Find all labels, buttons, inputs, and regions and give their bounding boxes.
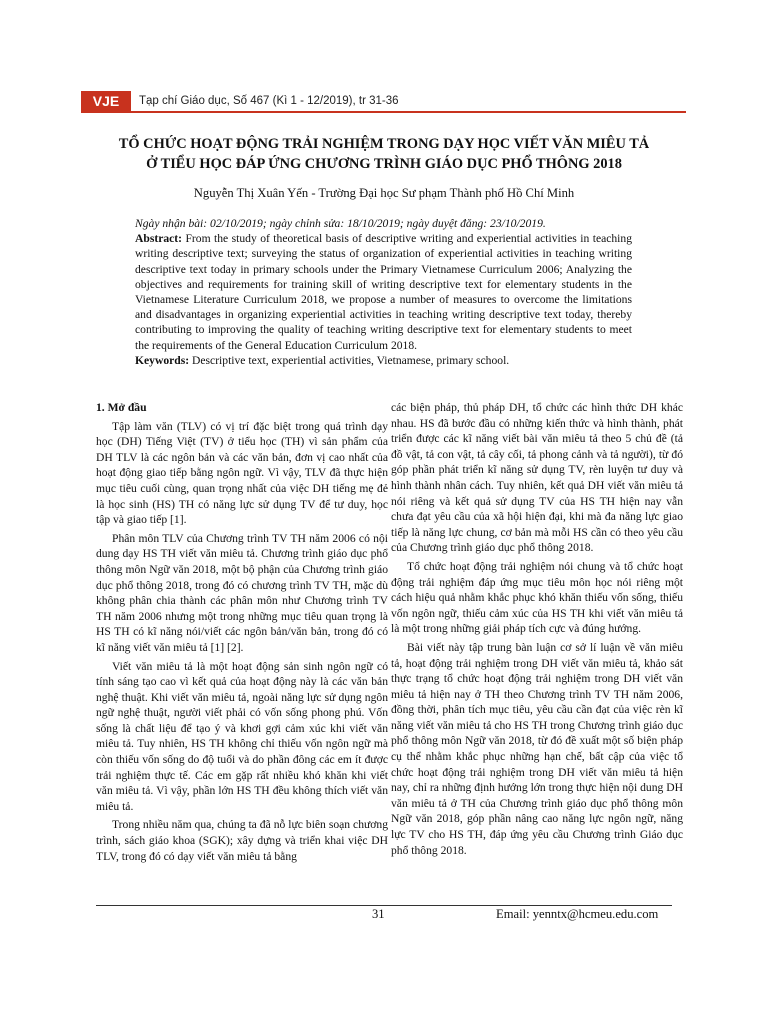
left-column — [96, 400, 388, 867]
abstract — [135, 231, 632, 353]
keywords-text: Descriptive text, experiential activities, Vietnamese, primary school. — [192, 353, 510, 367]
keywords-label: Keywords: — [135, 353, 190, 367]
journal-header — [81, 91, 686, 112]
body-paragraph: Bài viết này tập trung bàn luận cơ sở lí luận về văn miêu tả, hoạt động trải nghiệm trong DH viết văn miêu tả, khảo sát thực trạng tổ chức hoạt động trải nghiệm trong DH viết văn miêu tả hiện nay ở TH theo Chương trình TV TH năm 2006, đồng thời, phân tích mục tiêu, yêu cầu cần đạt của việc rèn kĩ năng viết văn miêu tả cho HS TH trong Chương trình giáo dục phổ thông môn Ngữ văn 2018, từ đó đề xuất một số biện pháp cụ thể nhằm khắc phục những hạn chế, bất cập của việc tổ chức hoạt động trải nghiệm trong DH viết văn miêu tả hiện nay, chỉ ra những định hướng lớn trong thực hiện nội dung DH văn miêu tả ở TH của Chương trình giáo dục phổ thông môn Ngữ văn 2018, góp phần nâng cao năng lực ngôn ngữ, năng lực TV cho HS TH, đáp ứng yêu cầu Chương trình Giáo dục phổ thông 2018. — [391, 640, 683, 857]
abstract-text: From the study of theoretical basis of descriptive writing and experiential activities in teaching writing descriptive text; surveying the status of organization of experiential activities in teaching writing descriptive text today in primary schools under the Primary Vietnamese Curriculum 2006; Analyzing the objectives and requirements for training skill of writing descriptive text for elementary students in the Vietnamese Literature Curriculum 2018, we propose a number of measures to overcome the limitations and disadvantages in organizing experiential activities in teaching writing descriptive text today, thereby contributing to improving the quality of teaching writing descriptive text for elementary students to meet the requirements of the General Education Curriculum 2018. — [135, 232, 632, 352]
submission-dates: Ngày nhận bài: 02/10/2019; ngày chỉnh sửa: 18/10/2019; ngày duyệt đăng: 23/10/2019. — [135, 217, 546, 230]
article-title — [60, 134, 708, 174]
article-title-line-2: Ở TIỂU HỌC ĐÁP ỨNG CHƯƠNG TRÌNH GIÁO DỤC PHỔ THÔNG 2018 — [146, 156, 622, 172]
article-title-line-1: TỔ CHỨC HOẠT ĐỘNG TRẢI NGHIỆM TRONG DẠY HỌC VIẾT VĂN MIÊU TẢ — [118, 136, 650, 152]
body-paragraph: Phân môn TLV của Chương trình TV TH năm 2006 có nội dung dạy HS TH viết văn miêu tả. Chương trình giáo dục phổ thông môn Ngữ văn 2018, một bộ phận của Chương trình giáo dục phổ thông 2018, trong đó có chương trình TV TH, mặc dù không phân chia thành các phân môn như Chương trình TV TH năm 2006 nhưng một trong những mục tiêu quan trọng là HS TH có kĩ năng nói/viết các ngôn bản/văn bản, trong đó có kĩ năng viết văn miêu tả [1] [2]. — [96, 531, 388, 654]
body-paragraph: Tổ chức hoạt động trải nghiệm nói chung và tổ chức hoạt động trải nghiệm đáp ứng mục tiêu môn học nói riêng một cách hiệu quả nhằm khắc phục khó khăn thiếu vốn sống, thiếu vốn ngôn ngữ, thiếu cảm xúc của HS TH khi viết văn miêu tả là một trong những giải pháp tích cực và đúng hướng. — [391, 559, 683, 636]
body-paragraph: Viết văn miêu tả là một hoạt động sản sinh ngôn ngữ có tính sáng tạo cao vì kết quả của hoạt động này là các văn bản nghệ thuật. Khi viết văn miêu tả, ngoài năng lực sử dụng ngôn ngữ nghệ thuật, người viết phải có vốn sống phong phú. Vốn sống là chất liệu để tạo ý và khơi gợi cảm xúc khi viết văn miêu tả. Tuy nhiên, HS TH không chỉ thiếu vốn ngôn ngữ mà còn thiếu vốn sống do độ tuổi và do phần đông các em ít được trải nghiệm thực tế. Các em gặp rất nhiều khó khăn khi viết văn miêu tả. Vì vậy, phần lớn HS TH đều không thích viết văn miêu tả. — [96, 659, 388, 813]
journal-reference: Tạp chí Giáo dục, Số 467 (Kì 1 - 12/2019), tr 31-36 — [139, 95, 399, 107]
journal-logo-badge: VJE — [81, 91, 131, 112]
body-paragraph: Trong nhiều năm qua, chúng ta đã nỗ lực biên soạn chương trình, sách giáo khoa (SGK); xây dựng và triển khai việc DH TLV, trong đó có dạy viết văn miêu tả bằng — [96, 818, 388, 863]
author-email: Email: yenntx@hcmeu.edu.com — [496, 907, 659, 921]
author-affiliation: Nguyễn Thị Xuân Yến - Trường Đại học Sư phạm Thành phố Hồ Chí Minh — [193, 186, 575, 200]
abstract-block — [135, 216, 632, 368]
abstract-label: Abstract: — [135, 232, 183, 246]
page-number: 31 — [372, 907, 385, 921]
body-paragraph: các biện pháp, thủ pháp DH, tổ chức các hình thức DH khác nhau. HS đã bước đầu có những kiến thức và hình thành, phát triển được các kĩ năng viết bài văn miêu tả theo 5 chủ đề (tả đồ vật, tả con vật, tả cây cối, tả phong cảnh và tả người), từ đó góp phần phát triển kĩ năng sử dụng TV, rèn luyện tư duy và hình thành nhân cách. Tuy nhiên, kết quả DH viết văn miêu tả nói riêng và kết quả sử dụng TV của HS TH hiện nay vẫn chưa đạt yêu cầu của xã hội hiện đại, khi mà đa năng lực giao tiếp là năng lực chung, cơ bản mà mỗi HS cần có theo yêu cầu của Chương trình giáo dục phổ thông 2018. — [391, 401, 683, 555]
right-column — [391, 400, 683, 861]
section-heading: 1. Mở đầu — [96, 401, 147, 414]
body-paragraph: Tập làm văn (TLV) có vị trí đặc biệt trong quá trình dạy học (DH) Tiếng Việt (TV) ở tiểu học (TH) vì sản phẩm của DH TLV là các ngôn bản và các văn bản, đơn vị cao nhất của hoạt động giao tiếp bằng ngôn ngữ. Vì vậy, TLV đã thực hiện mục tiêu cuối cùng, quan trọng nhất của việc DH tiếng mẹ đẻ là học sinh (HS) TH có năng lực sử dụng TV để tư duy, học tập và giao tiếp [1]. — [96, 419, 388, 527]
header-divider — [81, 111, 686, 113]
keywords — [135, 353, 632, 368]
